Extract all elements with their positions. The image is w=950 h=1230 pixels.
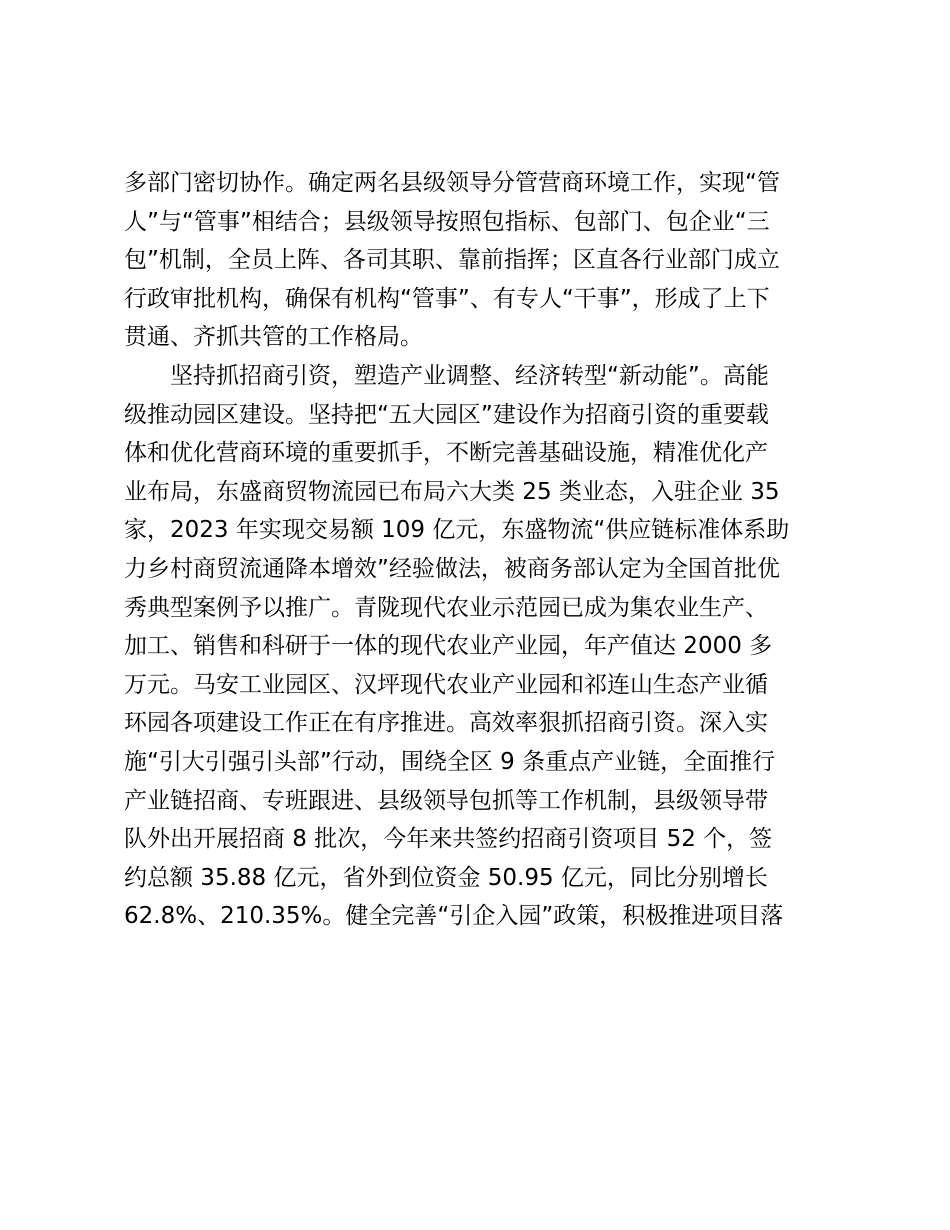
- text-line: 体和优化营商环境的重要抓手，不断完善基础设施，精准优化产: [124, 440, 768, 467]
- text-line: 行政审批机构，确保有机构“管事”、有专人“干事”，形成了上下: [124, 285, 770, 312]
- text-line: 包”机制，全员上阵、各司其职、靠前指挥；区直各行业部门成立: [124, 247, 780, 274]
- document-body: [124, 164, 844, 936]
- text-line: 力乡村商贸流通降本增效”经验做法，被商务部认定为全国首批优: [124, 555, 780, 582]
- text-line: 施“引大引强引头部”行动，围绕全区 9 条重点产业链，全面推行: [124, 748, 776, 775]
- paragraph-2: [124, 357, 844, 936]
- text-line: 环园各项建设工作正在有序推进。高效率狠抓招商引资。深入实: [124, 710, 768, 737]
- text-line: 业布局，东盛商贸物流园已布局六大类 25 类业态，入驻企业 35: [124, 478, 780, 505]
- text-line: 62.8%、210.35%。健全完善“引企入园”政策，积极推进项目落: [124, 903, 784, 930]
- text-line: 多部门密切协作。确定两名县级领导分管营商环境工作，实现“管: [124, 170, 780, 196]
- paragraph-1: [124, 164, 844, 357]
- text-line: 坚持抓招商引资，塑造产业调整、经济转型“新动能”。高能: [170, 362, 769, 389]
- text-line: 加工、销售和科研于一体的现代农业产业园，年产值达 2000 多: [124, 633, 773, 660]
- text-line: 秀典型案例予以推广。青陇现代农业示范园已成为集农业生产、: [124, 594, 768, 621]
- text-line: 人”与“管事”相结合；县级领导按照包指标、包部门、包企业“三: [124, 208, 770, 235]
- text-line: 家，2023 年实现交易额 109 亿元，东盛物流“供应链标准体系助: [124, 517, 790, 544]
- text-line: 级推动园区建设。坚持把“五大园区”建设作为招商引资的重要载: [124, 401, 769, 428]
- text-line: 队外出开展招商 8 批次，今年来共签约招商引资项目 52 个，签: [124, 826, 773, 853]
- text-line: 贯通、齐抓共管的工作格局。: [124, 324, 423, 351]
- text-line: 万元。马安工业园区、汉坪现代农业产业园和祁连山生态产业循: [124, 671, 768, 698]
- text-line: 约总额 35.88 亿元，省外到位资金 50.95 亿元，同比分别增长: [124, 864, 768, 891]
- text-line: 产业链招商、专班跟进、县级领导包抓等工作机制，县级领导带: [124, 787, 768, 814]
